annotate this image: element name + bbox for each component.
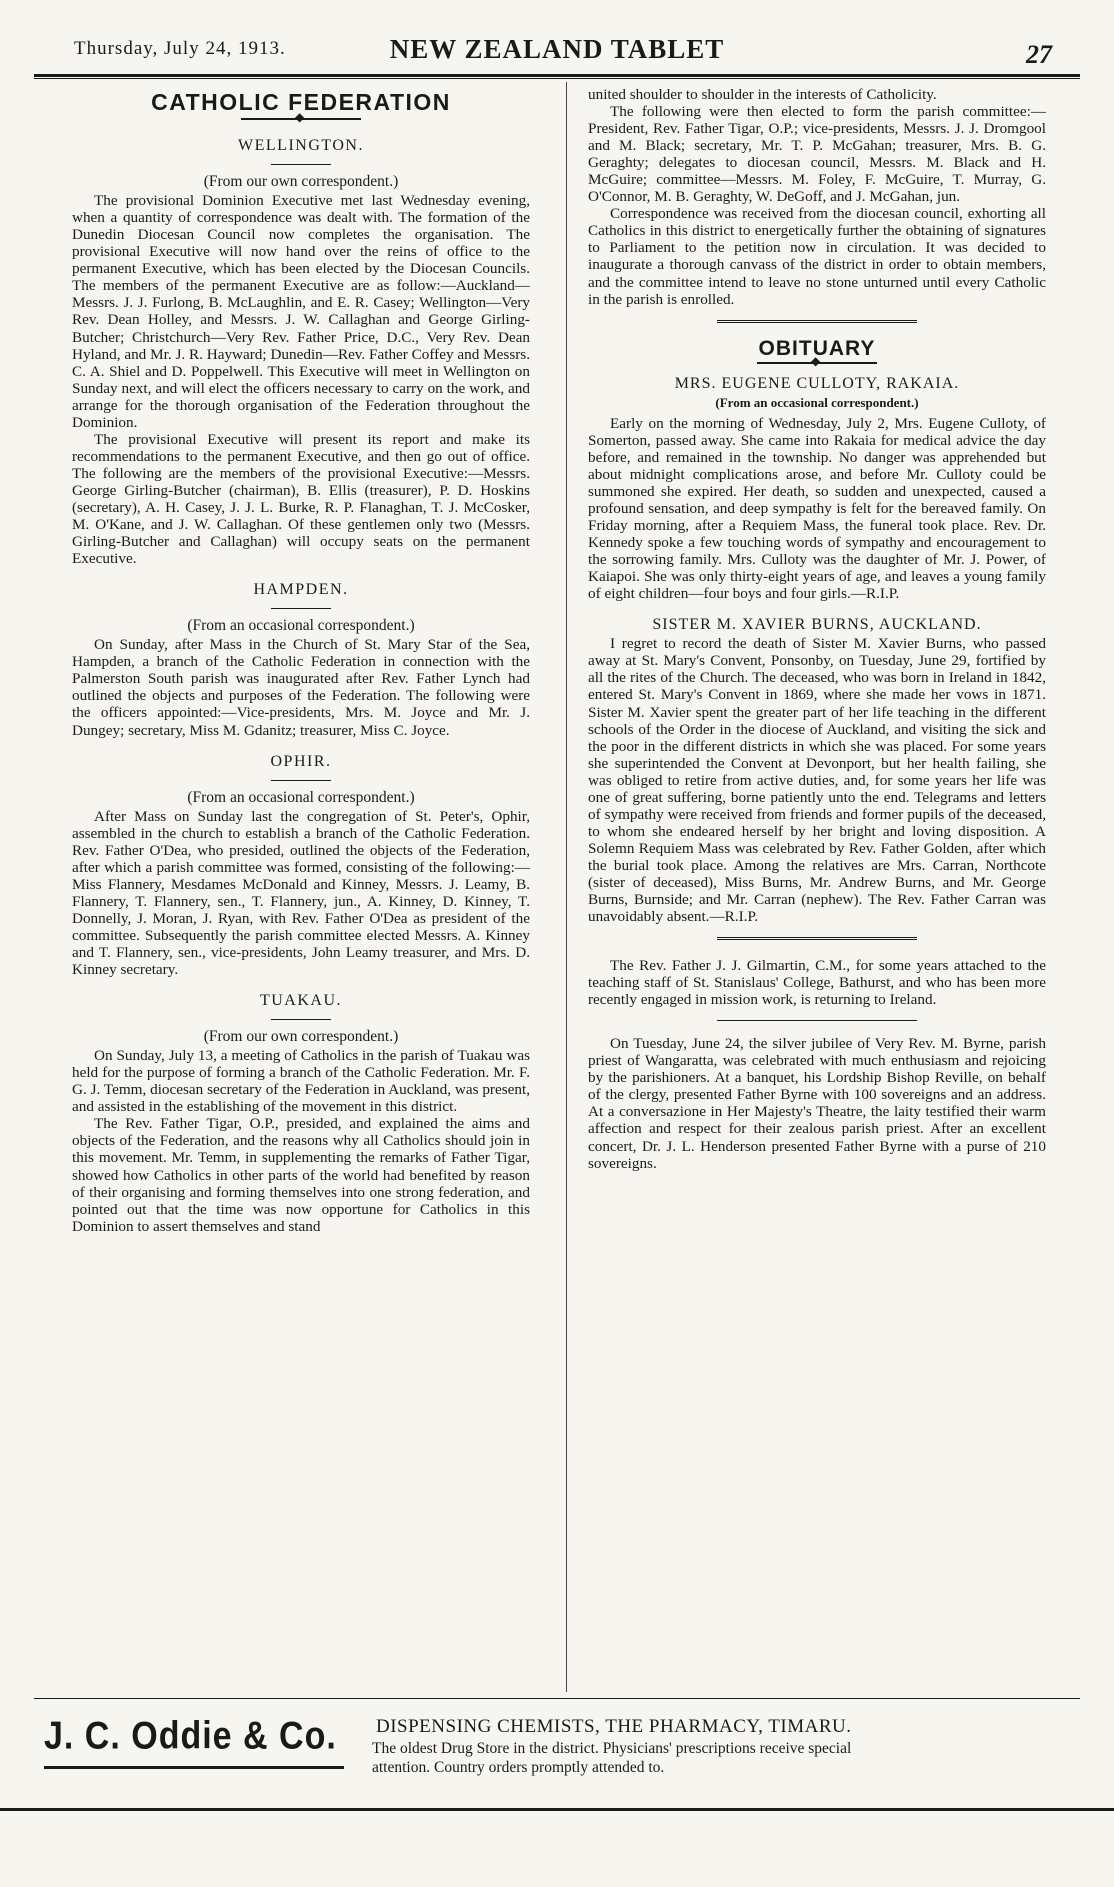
ornament-divider xyxy=(241,115,361,123)
byline: (From an occasional correspondent.) xyxy=(715,394,919,410)
paragraph: united shoulder to shoulder in the interests of Catholicity. xyxy=(588,86,937,103)
right-column xyxy=(588,86,1046,1684)
ad-brand-name: J. C. Oddie & Co. xyxy=(44,1714,337,1758)
ad-text: attention. Country orders promptly attended to. xyxy=(372,1759,665,1776)
article-tuakau xyxy=(72,992,530,1235)
paragraph: The Rev. Father J. J. Gilmartin, C.M., for some years attached to the teaching staff of St. Stanislaus' College, Bathurst, and who has been more recently engaged in mission work, is returning to Ireland. xyxy=(588,957,1046,1009)
section-heading-catholic-federation: CATHOLIC FEDERATION xyxy=(151,89,451,115)
advertisement xyxy=(34,1712,1080,1812)
ad-text: The oldest Drug Store in the district. Physicians' prescriptions receive special xyxy=(372,1740,852,1757)
ad-headline: DISPENSING CHEMISTS, THE PHARMACY, TIMARU. xyxy=(376,1716,852,1737)
subheading-ophir: OPHIR. xyxy=(270,752,332,770)
article-tuakau-continued xyxy=(588,86,1046,308)
section-heading-obituary: OBITUARY xyxy=(758,336,876,360)
paragraph: The Rev. Father Tigar, O.P., presided, and explained the aims and objects of the Federation, and the reasons why all Catholics should join in this movement. Mr. Temm, in supplementing the remarks of Father Tigar, showed how Catholics in other parts of the world had benefited by reason of their organising and forming themselves into one strong federation, and pointed out that the time was now opportune for Catholics in this Dominion to assert themselves and stand xyxy=(72,1115,530,1235)
article-gilmartin xyxy=(588,957,1046,1008)
section-separator xyxy=(717,937,917,941)
article-ophir xyxy=(72,753,530,979)
byline: (From an occasional correspondent.) xyxy=(187,617,415,635)
paragraph: After Mass on Sunday last the congregation of St. Peter's, Ophir, assembled in the church to establish a branch of the Catholic Federation. Rev. Father O'Dea, who presided, outlined the objects of the Federation, after which a parish committee was formed, consisting of the following:—Miss Flannery, Mesdames McDonald and Kinney, Messrs. J. Leamy, B. Flannery, T. Flannery, sen., T. Flannery, jun., A. Kinney, D. Kinney, T. Donnelly, J. Moran, J. Ryan, with Rev. Father O'Dea as president of the committee. Subsequently the parish committee elected Messrs. A. Kinney and T. Flannery, sen., vice-presidents, John Leamy treasurer, and Mrs. D. Kinney secretary. xyxy=(72,807,530,979)
bottom-rule xyxy=(0,1808,1114,1811)
article-wellington xyxy=(72,137,530,567)
section-separator xyxy=(717,1020,917,1021)
page-number: 27 xyxy=(1026,40,1052,69)
subheading-tuakau: TUAKAU. xyxy=(259,992,343,1010)
subheading-hampden: HAMPDEN. xyxy=(253,581,349,599)
masthead-rule xyxy=(34,74,1080,79)
left-column xyxy=(72,88,530,1688)
subheading-wellington: WELLINGTON. xyxy=(238,137,364,155)
paragraph: I regret to record the death of Sister M. Xavier Burns, who passed away at St. Mary's Convent, Ponsonby, on Tuesday, June 29, fortified by all the rites of the Church. The deceased, who was born in Ireland in 1842, entered St. Mary's Convent in 1869, where she made her vows in 1871. Sister M. Xavier spent the greater part of her life teaching in the different schools of the Order in the diocese of Auckland, and visiting the sick and the poor in the different districts in which she was placed. For some years she superintended the Convent at Devonport, but her health failing, she was obliged to retire from active duties, and, for some years her life was one of great suffering, borne patiently unto the end. Telegrams and letters of sympathy were received from friends and former pupils of the deceased, to whom she endeared herself by her bright and loving disposition. A Solemn Requiem Mass was celebrated by Rev. Father Golden, after which the burial took place. Among the relatives are Mrs. Carran, Northcote (sister of deceased), Miss Burns, Mr. Andrew Burns, and Mr. George Burns, Burnside; and Mr. Carran (nephew). The Rev. Father Carran was unavoidably absent.—R.I.P. xyxy=(588,635,1046,926)
section-separator xyxy=(717,320,917,324)
byline: (From our own correspondent.) xyxy=(203,1028,399,1046)
byline: (From an occasional correspondent.) xyxy=(187,788,415,806)
short-rule xyxy=(271,164,331,165)
paragraph: The provisional Executive will present its report and make its recommendations to the permanent Executive, and then go out of office. The following are the members of the provisional Executive:—Messrs. George Girling-Butcher (chairman), B. Ellis (treasurer), P. D. Hoskins (secretary), A. H. Casey, J. J. L. Burke, R. P. Flanaghan, T. J. McCosker, M. O'Kane, and J. W. Callaghan. Of these gentlemen only two (Messrs. Girling-Butcher and Callaghan) will occupy seats on the permanent Executive. xyxy=(72,430,530,568)
subheading-burns: SISTER M. XAVIER BURNS, AUCKLAND. xyxy=(652,616,982,634)
masthead xyxy=(34,36,1080,76)
paragraph: Early on the morning of Wednesday, July 2, Mrs. Eugene Culloty, of Somerton, passed away. She came into Rakaia for medical advice the day before, and remained in the township. No danger was apprehended but about midnight complications arose, and before Mr. Culloty could be summoned she expired. Her death, so sudden and unexpected, caused a profound sensation, and deep sympathy is felt for the bereaved family. On Friday morning, after a Requiem Mass, the funeral took place. Rev. Dr. Kennedy spoke a few touching words of sympathy and encouragement to the sorrowing family. Mrs. Culloty was the daughter of Mr. J. Power, of Kaiapoi. She was only thirty-eight years of age, and leaves a young family of eight children—four boys and four girls.—R.I.P. xyxy=(588,414,1046,603)
short-rule xyxy=(271,608,331,609)
newspaper-title: NEW ZEALAND TABLET xyxy=(389,34,725,64)
article-byrne xyxy=(588,1035,1046,1171)
paragraph: Correspondence was received from the diocesan council, exhorting all Catholics in this district to energetically further the obtaining of signatures to Parliament to the petition now in circulation. It was decided to inaugurate a thorough canvass of the district in order to obtain members, and the committee intend to leave no stone unturned until every Catholic in the parish is enrolled. xyxy=(588,205,1046,308)
ornament-divider xyxy=(757,359,877,367)
obituary-culloty xyxy=(588,375,1046,603)
subheading-culloty: MRS. EUGENE CULLOTY, RAKAIA. xyxy=(674,374,960,392)
paragraph: On Tuesday, June 24, the silver jubilee of Very Rev. M. Byrne, parish priest of Wangaratta, was celebrated with much enthusiasm and rejoicing by the parishioners. At a banquet, his Lordship Bishop Reville, on behalf of the clergy, presented Father Byrne with 100 sovereigns and an address. At a conversazione in Her Majesty's Theatre, the laity testified their warm affection and respect for their zealous parish priest. After an excellent concert, Dr. J. L. Henderson presented Father Byrne with a purse of 210 sovereigns. xyxy=(588,1035,1046,1172)
footer-rule xyxy=(34,1698,1080,1699)
paragraph: On Sunday, after Mass in the Church of St. Mary Star of the Sea, Hampden, a branch of the Catholic Federation in connection with the Palmerston South parish was inaugurated after Rev. Father Lynch had outlined the objects and purposes of the Federation. The following were the officers appointed:—Vice-presidents, Mrs. M. Joyce and Mr. J. Dungey; secretary, Miss M. Gdanitz; treasurer, Miss C. Joyce. xyxy=(72,636,530,739)
column-divider xyxy=(566,82,567,1692)
paragraph: The provisional Dominion Executive met last Wednesday evening, when a quantity of correspondence was dealt with. The formation of the Dunedin Diocesan Council now completes the organisation. The provisional Executive will now hand over the reins of office to the permanent Executive, which has been elected by the Diocesan Councils. The members of the permanent Executive are as follow:—Auckland—Messrs. J. J. Furlong, B. McLaughlin, and E. R. Casey; Wellington—Very Rev. Dean Holley, and Messrs. J. W. Callaghan and George Girling-Butcher; Christchurch—Very Rev. Father Price, D.C., Very Rev. Dean Hyland, and Mr. J. R. Hayward; Dunedin—Rev. Father Coffey and Messrs. C. A. Shiel and D. Poppelwell. This Executive will meet in Wellington on Sunday next, and will elect the officers necessary to carry on the work, and arrange for the thorough organisation of the Federation throughout the Dominion. xyxy=(72,192,530,431)
ad-brand-rule xyxy=(44,1766,344,1771)
issue-date: Thursday, July 24, 1913. xyxy=(74,38,286,59)
obituary-burns xyxy=(588,616,1046,925)
article-hampden xyxy=(72,581,530,738)
paragraph: On Sunday, July 13, a meeting of Catholics in the parish of Tuakau was held for the purpose of forming a branch of the Catholic Federation. Mr. F. G. J. Temm, diocesan secretary of the Federation in Auckland, was present, and assisted in the establishing of the movement in this district. xyxy=(72,1047,530,1116)
byline: (From our own correspondent.) xyxy=(203,173,399,191)
short-rule xyxy=(271,780,331,781)
short-rule xyxy=(271,1019,331,1020)
paragraph: The following were then elected to form the parish committee:—President, Rev. Father Tigar, O.P.; vice-presidents, Messrs. J. J. Dromgool and M. Black; secretary, Mr. T. P. McGahan; treasurer, Mrs. B. G. Geraghty; delegates to diocesan council, Messrs. M. Black and H. McGuire; committee—Messrs. M. Foley, F. McGuire, T. Murray, G. O'Connor, M. B. Geraghty, W. DeGoff, and J. McGahan, jun. xyxy=(588,103,1046,206)
